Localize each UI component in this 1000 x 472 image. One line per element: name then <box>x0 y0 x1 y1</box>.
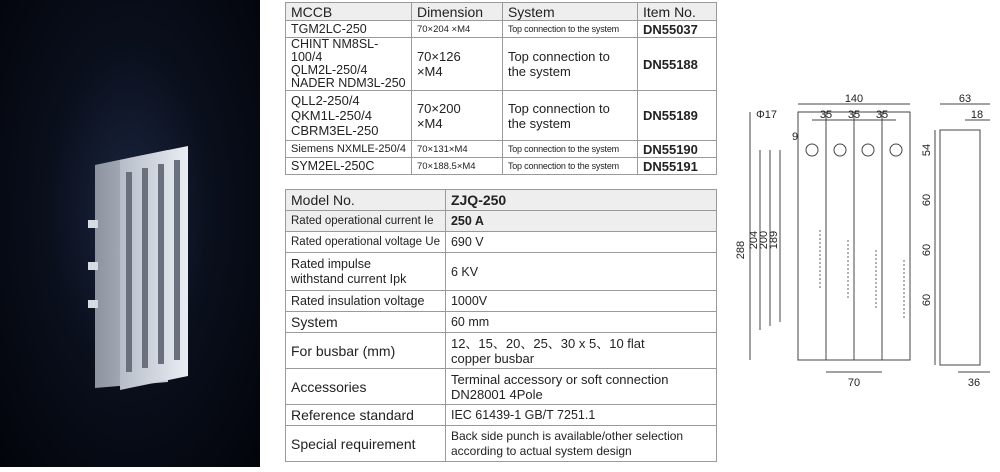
table-row <box>286 158 717 175</box>
specifications-area <box>285 2 717 462</box>
busbar-adapter-photo <box>0 0 260 467</box>
dim-height: 204 <box>748 230 760 250</box>
item-number: DN55188 <box>637 38 716 91</box>
table-row <box>286 38 717 91</box>
dim-spacing: 35 <box>819 109 833 121</box>
param-value: 60 mm <box>445 312 716 333</box>
system-cell: Top connection to the system <box>502 38 637 91</box>
dim-spacing: 35 <box>847 109 861 121</box>
item-number: DN55190 <box>637 141 716 158</box>
dim-side-width: 63 <box>958 93 972 105</box>
table-row <box>286 21 717 38</box>
mccb-model: QLL2-250/4 QKM1L-250/4 CBRM3EL-250 <box>286 91 412 141</box>
col-item-no: Item No. <box>637 3 716 21</box>
dim-side-segment: 60 <box>921 243 933 257</box>
col-system: System <box>502 3 637 21</box>
param-label: Rated impulse withstand current Ipk <box>286 253 446 291</box>
dim-width-total: 140 <box>844 93 864 105</box>
param-label: Rated operational voltage Ue <box>286 232 446 253</box>
table-row <box>286 426 717 462</box>
param-label: Rated operational current Ie <box>286 211 446 232</box>
param-value: 6 KV <box>445 253 716 291</box>
system-cell: Top connection to the system <box>502 158 637 175</box>
product-photo-panel <box>0 0 260 467</box>
dim-spacing: 35 <box>875 109 889 121</box>
param-value: 250 A <box>445 211 716 232</box>
param-label: Model No. <box>286 190 446 211</box>
technical-drawings <box>730 90 1000 390</box>
param-label: Reference standard <box>286 405 446 426</box>
table-row <box>286 141 717 158</box>
dim-side-segment: 54 <box>921 143 933 157</box>
dimension-cell: 70×126 ×M4 <box>411 38 502 91</box>
table-row <box>286 333 717 369</box>
param-value: Back side punch is available/other selection according to actual system design <box>445 426 716 462</box>
param-label: System <box>286 312 446 333</box>
col-dimension: Dimension <box>411 3 502 21</box>
param-value: Terminal accessory or soft connection DN28001 4Pole <box>445 369 716 405</box>
table-row <box>286 291 717 312</box>
table-row <box>286 232 717 253</box>
dim-height: 189 <box>768 230 780 250</box>
table-row <box>286 253 717 291</box>
side-view <box>935 104 990 372</box>
dimension-cell: 70×131×M4 <box>411 141 502 158</box>
table-row <box>286 211 717 232</box>
mccb-table-header <box>286 3 717 21</box>
param-value: IEC 61439-1 GB/T 7251.1 <box>445 405 716 426</box>
dim-height: 200 <box>758 230 770 250</box>
dim-top-offset: 9 <box>792 131 799 143</box>
col-mccb: MCCB <box>286 3 412 21</box>
dimension-cell: 70×204 ×M4 <box>411 21 502 38</box>
dim-side-segment: 60 <box>921 293 933 307</box>
param-label: For busbar (mm) <box>286 333 446 369</box>
item-number: DN55191 <box>637 158 716 175</box>
table-row <box>286 312 717 333</box>
system-cell: Top connection to the system <box>502 141 637 158</box>
dim-side-bottom: 36 <box>967 377 981 389</box>
table-row <box>286 91 717 141</box>
dim-side-offset: 18 <box>970 109 984 121</box>
param-value: 690 V <box>445 232 716 253</box>
dimension-cell: 70×200 ×M4 <box>411 91 502 141</box>
dimension-cell: 70×188.5×M4 <box>411 158 502 175</box>
dimension-drawing <box>730 90 1000 390</box>
param-label: Special requirement <box>286 426 446 462</box>
param-value: 12、15、20、25、30 x 5、10 flat copper busbar <box>445 333 716 369</box>
param-value: ZJQ-250 <box>445 190 716 211</box>
dim-height: 288 <box>735 240 747 260</box>
param-label: Accessories <box>286 369 446 405</box>
table-row <box>286 190 717 211</box>
mccb-compatibility-table <box>285 2 717 175</box>
param-label: Rated insulation voltage <box>286 291 446 312</box>
dim-side-segment: 60 <box>921 193 933 207</box>
mccb-model: TGM2LC-250 <box>286 21 412 38</box>
param-value: 1000V <box>445 291 716 312</box>
item-number: DN55189 <box>637 91 716 141</box>
technical-parameters-table <box>285 189 717 462</box>
table-row <box>286 405 717 426</box>
mccb-model: CHINT NM8SL-100/4 QLM2L-250/4 NADER NDM3L-250 <box>286 38 412 91</box>
table-row <box>286 369 717 405</box>
system-cell: Top connection to the system <box>502 91 637 141</box>
mccb-model: SYM2EL-250C <box>286 158 412 175</box>
dim-hole-diameter: Φ17 <box>756 109 778 121</box>
system-cell: Top connection to the system <box>502 21 637 38</box>
item-number: DN55037 <box>637 21 716 38</box>
dim-bottom-width: 70 <box>847 377 861 389</box>
mccb-model: Siemens NXMLE-250/4 <box>286 141 412 158</box>
